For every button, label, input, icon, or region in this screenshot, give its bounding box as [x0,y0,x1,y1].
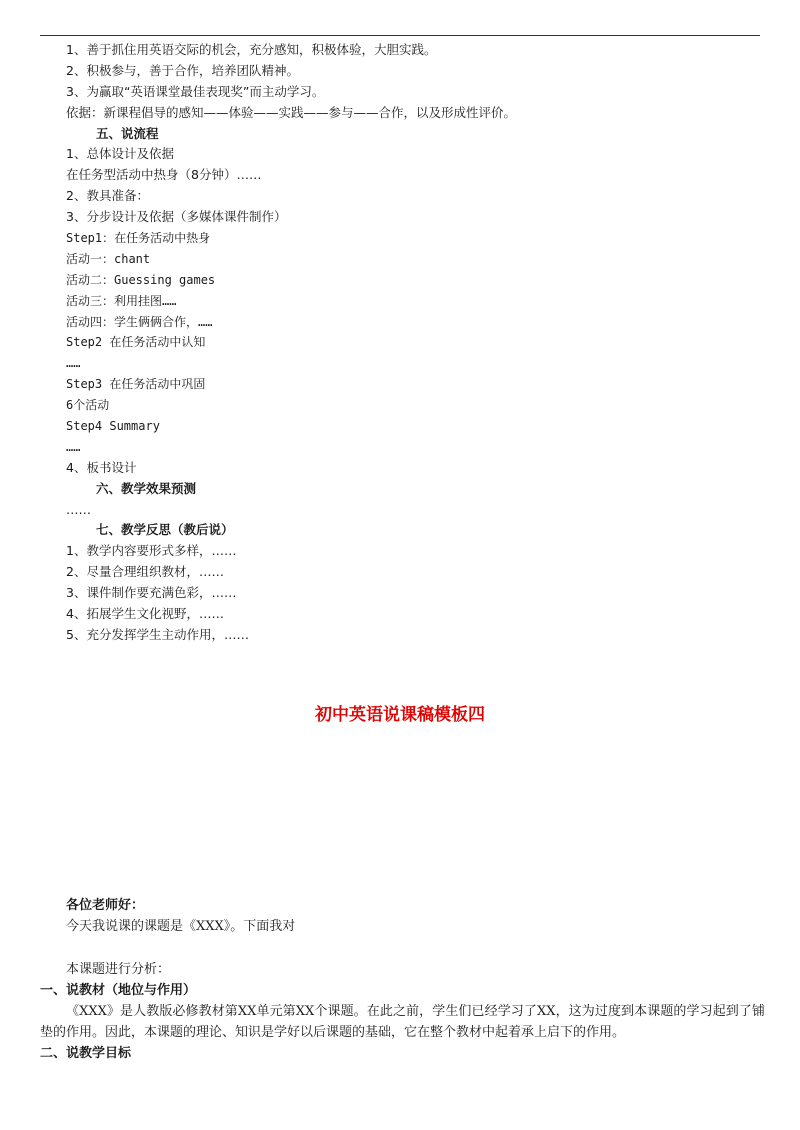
list-item: …… [66,439,81,454]
list-item: 1、善于抓住用英语交际的机会，充分感知，积极体验，大胆实践。 [66,42,437,57]
section-heading: 七、教学反思（教后说） [96,522,234,538]
paragraph-textbook: 《XXX》是人教版必修教材第XX单元第XX个课题。在此之前，学生们已经学习了XX，这为过度到本课题的学习起到了铺垫的作用。因此，本课题的理论、知识是学好以后课题的基础，它在整个教材中起着承上启下的作用。 [40,1004,765,1040]
heading-textbook: 一、说教材（地位与作用） [40,983,197,998]
list-item: 活动一：chant [66,251,151,266]
heading-objectives: 二、说教学目标 [40,1046,132,1061]
list-item: 3、分步设计及依据（多媒体课件制作） [66,209,287,225]
list-item: 1、教学内容要形式多样，…… [66,543,237,559]
list-item: …… [66,501,91,517]
list-item: Step1：在任务活动中热身 [66,231,211,246]
list-item: 2、教具准备： [66,188,149,204]
section-2 [40,895,765,1064]
document-title: 初中英语说课稿模板四 [315,705,485,725]
list-item: 3、为赢取“英语课堂最佳表现奖”而主动学习。 [66,83,325,99]
list-item: 活动四：学生俩俩合作，…… [66,314,213,329]
list-item: 3、课件制作要充满色彩，…… [66,585,237,601]
list-item: Step3 在任务活动中巩固 [66,377,206,392]
list-item: 4、板书设计 [66,459,137,475]
list-item: …… [66,356,81,371]
header-rule [40,35,760,36]
list-item: 1、总体设计及依据 [66,146,174,162]
list-item: 2、积极参与，善于合作，培养团队精神。 [66,62,299,78]
list-item: 在任务型活动中热身（8分钟）…… [66,167,262,183]
list-item: 2、尽量合理组织教材，…… [66,564,224,580]
intro-line-1: 今天我说课的课题是《XXX》。下面我对 [66,919,296,934]
list-item: Step2 在任务活动中认知 [66,335,206,350]
section-1-list [66,40,766,646]
greeting: 各位老师好： [66,898,145,913]
list-item: 4、拓展学生文化视野，…… [66,606,224,622]
section-heading: 六、教学效果预测 [96,480,197,496]
list-item: 6个活动 [66,398,110,413]
list-item: Step4 Summary [66,419,160,434]
intro-line-2: 本课题进行分析： [66,962,171,977]
list-item: 5、充分发挥学生主动作用，…… [66,626,249,642]
list-item: 依据：新课程倡导的感知——体验——实践——参与——合作，以及形成性评价。 [66,104,517,120]
section-heading: 五、说流程 [96,125,159,141]
list-item: 活动三：利用挂图…… [66,293,177,308]
list-item: 活动二：Guessing games [66,272,216,287]
